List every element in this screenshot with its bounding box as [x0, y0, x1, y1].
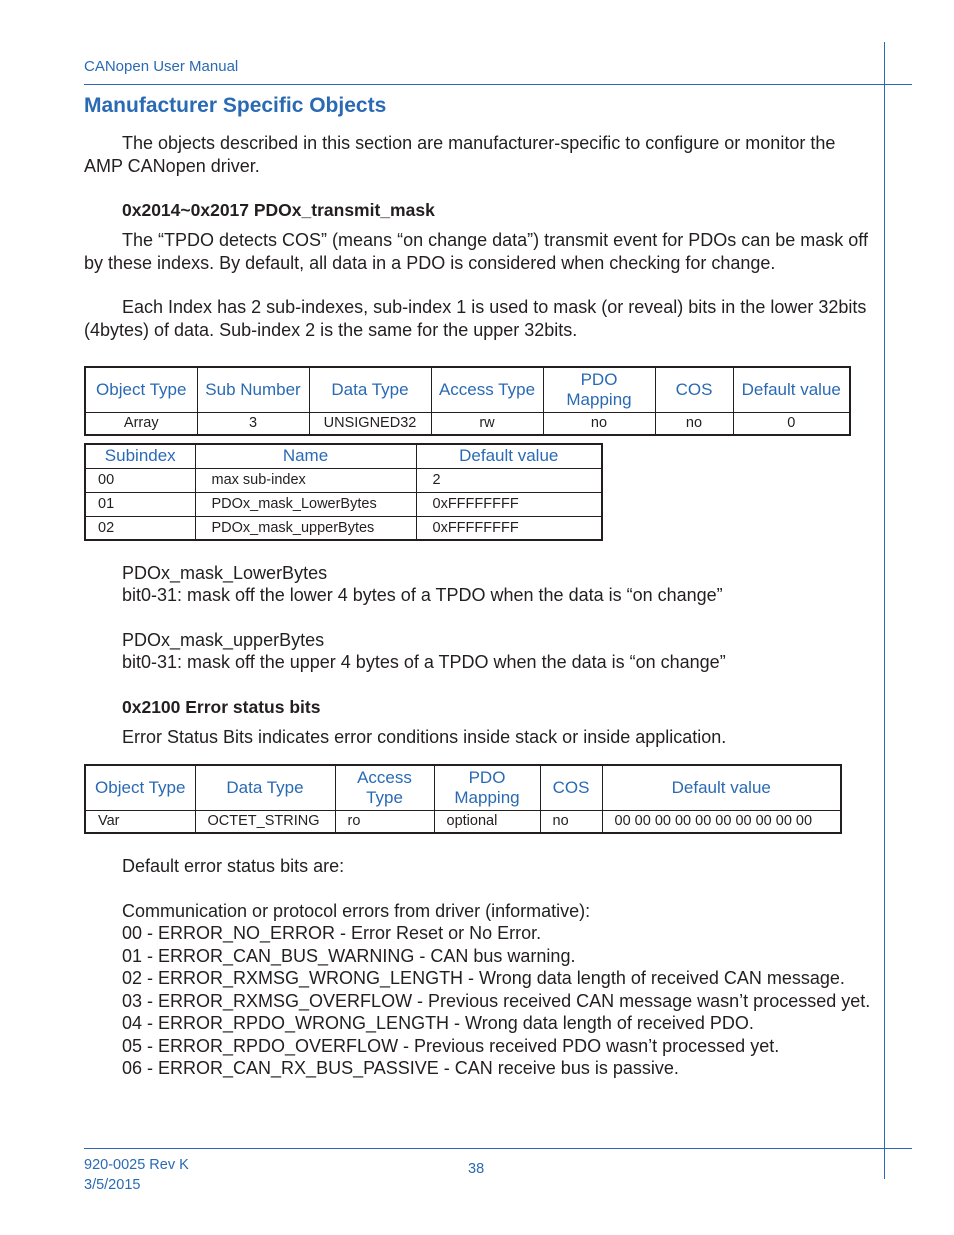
header-cell: PDO Mapping [434, 765, 540, 810]
header-cell: Default value [416, 444, 602, 468]
table-row [85, 516, 602, 540]
pdox-description: The “TPDO detects COS” (means “on change data”) transmit event for PDOs can be mask off by these indexs. By default, all data in a PDO is considered when checking for change. [84, 230, 868, 273]
table-cell: rw [431, 412, 543, 435]
error-status-description: Error Status Bits indicates error conditions inside stack or inside application. [122, 727, 727, 747]
table-cell: no [543, 412, 655, 435]
intro-paragraph: The objects described in this section are manufacturer-specific to configure or monitor the AMP CANopen driver. [84, 133, 836, 176]
header-cell: Access Type [335, 765, 434, 810]
table-cell: 2 [416, 468, 602, 492]
table-cell: Array [85, 412, 197, 435]
header-cell: COS [655, 367, 733, 412]
pdox-subindex-table [84, 443, 603, 541]
section-title: Manufacturer Specific Objects [84, 94, 387, 117]
header-cell: Subindex [85, 444, 195, 468]
table-cell: 00 00 00 00 00 00 00 00 00 00 [602, 810, 841, 833]
table-cell: optional [434, 810, 540, 833]
table-header-row [85, 444, 602, 468]
note-line: PDOx_mask_LowerBytes [122, 563, 328, 583]
table-cell: 3 [197, 412, 309, 435]
footer-date: 3/5/2015 [84, 1177, 141, 1193]
table-cell: 0 [733, 412, 850, 435]
header-cell: Object Type [85, 367, 197, 412]
header-cell: COS [540, 765, 602, 810]
header-cell: Default value [602, 765, 841, 810]
table-row [85, 412, 850, 435]
pdox-subindex-description: Each Index has 2 sub-indexes, sub-index 1 is used to mask (or reveal) bits in the lower 32bits (4bytes) of data. Sub-index 2 is the same for the upper 32bits. [84, 297, 867, 340]
table-header-row [85, 765, 841, 810]
error-list-item: 06 - ERROR_CAN_RX_BUS_PASSIVE - CAN receive bus is passive. [122, 1058, 679, 1078]
table-cell: Var [85, 810, 195, 833]
table-row [85, 492, 602, 516]
table-cell: 02 [85, 516, 195, 540]
table-cell: PDOx_mask_LowerBytes [195, 492, 416, 516]
table-row [85, 810, 841, 833]
table-cell: ro [335, 810, 434, 833]
table-cell: 01 [85, 492, 195, 516]
header-cell: Default value [733, 367, 850, 412]
default-bits-intro: Default error status bits are: [122, 856, 345, 876]
header-cell: Data Type [195, 765, 335, 810]
table-cell: max sub-index [195, 468, 416, 492]
object-heading-error-status: 0x2100 Error status bits [122, 697, 321, 717]
table-cell: 00 [85, 468, 195, 492]
table-cell: UNSIGNED32 [309, 412, 431, 435]
error-status-object-table [84, 764, 842, 834]
header-cell: Object Type [85, 765, 195, 810]
error-list-item: 05 - ERROR_RPDO_OVERFLOW - Previous received PDO wasn’t processed yet. [122, 1036, 780, 1056]
header-cell: Data Type [309, 367, 431, 412]
note-line: bit0-31: mask off the upper 4 bytes of a TPDO when the data is “on change” [122, 652, 726, 672]
right-margin-rule [884, 42, 885, 1179]
table-cell: no [540, 810, 602, 833]
table-cell: no [655, 412, 733, 435]
object-heading-pdox-mask: 0x2014~0x2017 PDOx_transmit_mask [122, 200, 435, 220]
footer-doc-rev: 920-0025 Rev K [84, 1157, 189, 1173]
page-number: 38 [468, 1161, 485, 1177]
header-cell: Name [195, 444, 416, 468]
table-cell: 0xFFFFFFFF [416, 492, 602, 516]
error-list-item: 00 - ERROR_NO_ERROR - Error Reset or No Error. [122, 923, 542, 943]
error-list-item: 04 - ERROR_RPDO_WRONG_LENGTH - Wrong data length of received PDO. [122, 1013, 754, 1033]
running-header: CANopen User Manual [84, 58, 239, 75]
table-row [85, 468, 602, 492]
error-list-item: 02 - ERROR_RXMSG_WRONG_LENGTH - Wrong data length of received CAN message. [122, 968, 845, 988]
error-list-item: 01 - ERROR_CAN_BUS_WARNING - CAN bus warning. [122, 946, 576, 966]
table-cell: OCTET_STRING [195, 810, 335, 833]
footer-rule [84, 1148, 912, 1149]
errors-intro: Communication or protocol errors from driver (informative): [122, 901, 591, 921]
header-cell: PDO Mapping [543, 367, 655, 412]
error-list-item: 03 - ERROR_RXMSG_OVERFLOW - Previous received CAN message wasn’t processed yet. [122, 991, 871, 1011]
table-cell: PDOx_mask_upperBytes [195, 516, 416, 540]
header-rule [84, 84, 912, 85]
pdox-object-table [84, 366, 851, 436]
header-cell: Access Type [431, 367, 543, 412]
table-header-row [85, 367, 850, 412]
note-line: bit0-31: mask off the lower 4 bytes of a TPDO when the data is “on change” [122, 585, 723, 605]
header-cell: Sub Number [197, 367, 309, 412]
table-cell: 0xFFFFFFFF [416, 516, 602, 540]
note-line: PDOx_mask_upperBytes [122, 630, 325, 650]
